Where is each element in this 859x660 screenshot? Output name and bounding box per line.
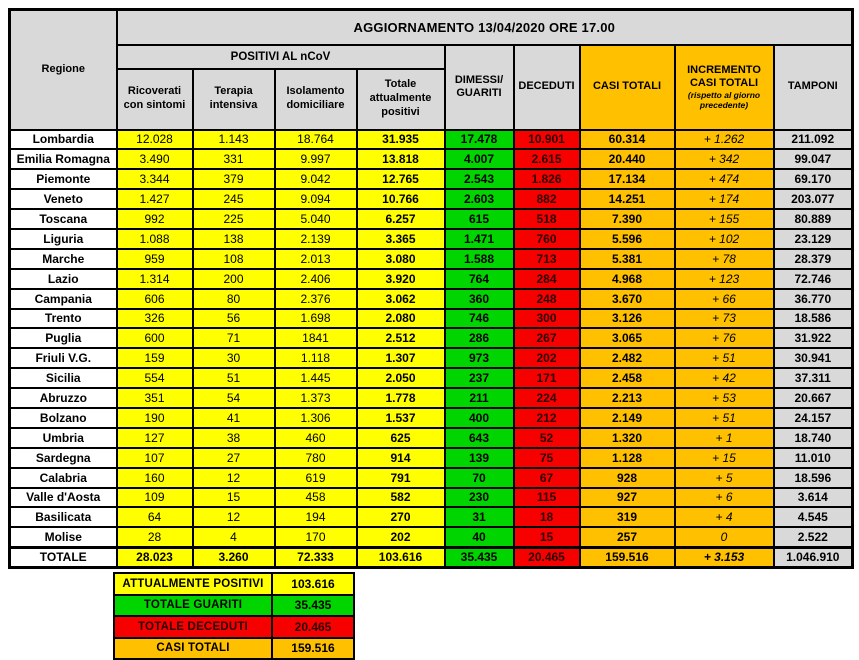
- table-body: [10, 130, 853, 548]
- cell-tamponi: 11.010: [774, 448, 853, 468]
- cell-ricoverati: 992: [117, 209, 193, 229]
- cell-casi-totali: 2.213: [580, 388, 675, 408]
- cell-tamponi: 37.311: [774, 368, 853, 388]
- cell-casi-totali: 5.381: [580, 249, 675, 269]
- cell-regione: Bolzano: [10, 408, 117, 428]
- cell-ricoverati: 554: [117, 368, 193, 388]
- cell-deceduti: 760: [514, 229, 580, 249]
- cell-totale-positivi: 625: [357, 428, 445, 448]
- cell-tamponi: 18.596: [774, 468, 853, 488]
- cell-totale-positivi: 13.818: [357, 149, 445, 169]
- table-row: [10, 149, 853, 169]
- cell-incremento: + 1: [675, 428, 774, 448]
- cell-guariti: 1.588: [445, 249, 514, 269]
- cell-guariti: 286: [445, 328, 514, 348]
- covid-regions-table: [8, 8, 854, 569]
- cell-tamponi: 24.157: [774, 408, 853, 428]
- cell-ricoverati: 64: [117, 507, 193, 527]
- cell-tamponi: 2.522: [774, 527, 853, 547]
- cell-regione: Piemonte: [10, 169, 117, 189]
- cell-terapia: 1.143: [193, 130, 275, 150]
- cell-incremento: + 123: [675, 269, 774, 289]
- cell-tamponi: 18.740: [774, 428, 853, 448]
- cell-guariti: 31: [445, 507, 514, 527]
- cell-tamponi: 80.889: [774, 209, 853, 229]
- summary-value: 35.435: [272, 595, 354, 617]
- cell-isolamento: 1.118: [275, 348, 357, 368]
- cell-casi-totali: 7.390: [580, 209, 675, 229]
- cell-ricoverati: 109: [117, 488, 193, 508]
- table-title: AGGIORNAMENTO 13/04/2020 ORE 17.00: [117, 10, 853, 45]
- cell-incremento: + 5: [675, 468, 774, 488]
- cell-tamponi: 28.379: [774, 249, 853, 269]
- cell-incremento: + 342: [675, 149, 774, 169]
- cell-isolamento: 2.376: [275, 289, 357, 309]
- cell-regione: Lazio: [10, 269, 117, 289]
- cell-deceduti: 202: [514, 348, 580, 368]
- cell-ricoverati: 1.314: [117, 269, 193, 289]
- cell-isolamento: 2.406: [275, 269, 357, 289]
- cell-isolamento: 2.139: [275, 229, 357, 249]
- cell-isolamento: 1.445: [275, 368, 357, 388]
- cell-guariti: 2.543: [445, 169, 514, 189]
- col-header-incremento: [675, 45, 774, 130]
- cell-ricoverati: 326: [117, 309, 193, 329]
- cell-tamponi: 69.170: [774, 169, 853, 189]
- cell-ricoverati: 28: [117, 527, 193, 547]
- cell-regione: Molise: [10, 527, 117, 547]
- col-header-dimessi-guariti: DIMESSI/ GUARITI: [445, 45, 514, 130]
- cell-ricoverati: 12.028: [117, 130, 193, 150]
- cell-incremento: + 51: [675, 408, 774, 428]
- cell-totale-casi: 159.516: [580, 547, 675, 567]
- table-row: [10, 249, 853, 269]
- table-row: [10, 527, 853, 547]
- cell-regione: Calabria: [10, 468, 117, 488]
- table-row: [10, 507, 853, 527]
- cell-guariti: 17.478: [445, 130, 514, 150]
- table-row: [10, 488, 853, 508]
- cell-deceduti: 300: [514, 309, 580, 329]
- cell-totale-positivi: 914: [357, 448, 445, 468]
- cell-regione: Trento: [10, 309, 117, 329]
- cell-ricoverati: 606: [117, 289, 193, 309]
- cell-casi-totali: 319: [580, 507, 675, 527]
- cell-regione: Marche: [10, 249, 117, 269]
- cell-tamponi: 4.545: [774, 507, 853, 527]
- cell-terapia: 379: [193, 169, 275, 189]
- cell-terapia: 200: [193, 269, 275, 289]
- cell-deceduti: 224: [514, 388, 580, 408]
- cell-incremento: + 66: [675, 289, 774, 309]
- cell-ricoverati: 127: [117, 428, 193, 448]
- summary-label: ATTUALMENTE POSITIVI: [114, 573, 272, 595]
- cell-totale-positivi: 1.307: [357, 348, 445, 368]
- cell-casi-totali: 2.149: [580, 408, 675, 428]
- cell-deceduti: 248: [514, 289, 580, 309]
- cell-terapia: 38: [193, 428, 275, 448]
- summary-value: 20.465: [272, 616, 354, 638]
- cell-casi-totali: 60.314: [580, 130, 675, 150]
- cell-guariti: 4.007: [445, 149, 514, 169]
- cell-regione: Sicilia: [10, 368, 117, 388]
- cell-totale-ricoverati: 28.023: [117, 547, 193, 567]
- cell-tamponi: 72.746: [774, 269, 853, 289]
- cell-deceduti: 284: [514, 269, 580, 289]
- cell-deceduti: 18: [514, 507, 580, 527]
- cell-guariti: 746: [445, 309, 514, 329]
- table-row: [10, 368, 853, 388]
- cell-incremento: + 15: [675, 448, 774, 468]
- col-header-tamponi: TAMPONI: [774, 45, 853, 130]
- table-row: [10, 209, 853, 229]
- table-row: [10, 328, 853, 348]
- cell-casi-totali: 1.320: [580, 428, 675, 448]
- cell-ricoverati: 1.427: [117, 189, 193, 209]
- cell-guariti: 643: [445, 428, 514, 448]
- cell-deceduti: 2.615: [514, 149, 580, 169]
- summary-row-totale-deceduti: [114, 616, 354, 638]
- table-row: [10, 309, 853, 329]
- cell-incremento: + 76: [675, 328, 774, 348]
- cell-isolamento: 1.698: [275, 309, 357, 329]
- cell-casi-totali: 928: [580, 468, 675, 488]
- cell-regione: Abruzzo: [10, 388, 117, 408]
- cell-totale-incremento: + 3.153: [675, 547, 774, 567]
- table-row: [10, 169, 853, 189]
- cell-casi-totali: 2.482: [580, 348, 675, 368]
- summary-table: [113, 572, 355, 660]
- cell-regione: Friuli V.G.: [10, 348, 117, 368]
- summary-value: 159.516: [272, 638, 354, 660]
- col-header-isolamento: Isolamento domiciliare: [275, 69, 357, 130]
- cell-regione: Lombardia: [10, 130, 117, 150]
- cell-ricoverati: 959: [117, 249, 193, 269]
- cell-tamponi: 3.614: [774, 488, 853, 508]
- cell-deceduti: 67: [514, 468, 580, 488]
- cell-totale-positivi: 12.765: [357, 169, 445, 189]
- cell-regione: Toscana: [10, 209, 117, 229]
- cell-deceduti: 75: [514, 448, 580, 468]
- table-row: [10, 269, 853, 289]
- cell-casi-totali: 3.065: [580, 328, 675, 348]
- cell-terapia: 225: [193, 209, 275, 229]
- cell-incremento: + 102: [675, 229, 774, 249]
- cell-guariti: 70: [445, 468, 514, 488]
- table-row: [10, 229, 853, 249]
- table-row: [10, 289, 853, 309]
- cell-guariti: 1.471: [445, 229, 514, 249]
- cell-incremento: + 42: [675, 368, 774, 388]
- cell-totale-positivi: 103.616: [357, 547, 445, 567]
- cell-terapia: 12: [193, 468, 275, 488]
- cell-ricoverati: 107: [117, 448, 193, 468]
- table-row: [10, 130, 853, 150]
- cell-terapia: 54: [193, 388, 275, 408]
- cell-ricoverati: 600: [117, 328, 193, 348]
- cell-isolamento: 18.764: [275, 130, 357, 150]
- cell-isolamento: 5.040: [275, 209, 357, 229]
- cell-incremento: + 474: [675, 169, 774, 189]
- cell-guariti: 139: [445, 448, 514, 468]
- cell-casi-totali: 257: [580, 527, 675, 547]
- cell-ricoverati: 3.490: [117, 149, 193, 169]
- cell-isolamento: 9.094: [275, 189, 357, 209]
- cell-regione: Liguria: [10, 229, 117, 249]
- summary-label: TOTALE GUARITI: [114, 595, 272, 617]
- cell-isolamento: 1.306: [275, 408, 357, 428]
- cell-totale-isolamento: 72.333: [275, 547, 357, 567]
- cell-terapia: 56: [193, 309, 275, 329]
- cell-totale-positivi: 31.935: [357, 130, 445, 150]
- cell-isolamento: 2.013: [275, 249, 357, 269]
- cell-casi-totali: 2.458: [580, 368, 675, 388]
- cell-incremento: + 1.262: [675, 130, 774, 150]
- col-group-positivi: POSITIVI AL nCoV: [117, 45, 445, 69]
- table-row: [10, 189, 853, 209]
- summary-row-attualmente-positivi: [114, 573, 354, 595]
- cell-terapia: 15: [193, 488, 275, 508]
- cell-incremento: + 6: [675, 488, 774, 508]
- cell-deceduti: 212: [514, 408, 580, 428]
- cell-guariti: 764: [445, 269, 514, 289]
- cell-totale-positivi: 270: [357, 507, 445, 527]
- summary-row-casi-totali: [114, 638, 354, 660]
- cell-tamponi: 99.047: [774, 149, 853, 169]
- cell-guariti: 211: [445, 388, 514, 408]
- cell-guariti: 973: [445, 348, 514, 368]
- cell-deceduti: 882: [514, 189, 580, 209]
- cell-terapia: 4: [193, 527, 275, 547]
- cell-terapia: 108: [193, 249, 275, 269]
- cell-deceduti: 171: [514, 368, 580, 388]
- cell-casi-totali: 20.440: [580, 149, 675, 169]
- cell-ricoverati: 190: [117, 408, 193, 428]
- table-row: [10, 388, 853, 408]
- cell-terapia: 138: [193, 229, 275, 249]
- cell-incremento: + 73: [675, 309, 774, 329]
- col-header-ricoverati: Ricoverati con sintomi: [117, 69, 193, 130]
- cell-regione: Puglia: [10, 328, 117, 348]
- cell-ricoverati: 160: [117, 468, 193, 488]
- cell-regione: Emilia Romagna: [10, 149, 117, 169]
- cell-terapia: 41: [193, 408, 275, 428]
- cell-terapia: 27: [193, 448, 275, 468]
- incremento-note: (rispetto al giorno precedente): [687, 89, 761, 110]
- cell-casi-totali: 3.126: [580, 309, 675, 329]
- cell-incremento: + 4: [675, 507, 774, 527]
- col-header-casi-totali: CASI TOTALI: [580, 45, 675, 130]
- cell-incremento: + 155: [675, 209, 774, 229]
- cell-totale-positivi: 2.080: [357, 309, 445, 329]
- cell-guariti: 230: [445, 488, 514, 508]
- cell-guariti: 2.603: [445, 189, 514, 209]
- cell-terapia: 51: [193, 368, 275, 388]
- table-row: [10, 448, 853, 468]
- summary-value: 103.616: [272, 573, 354, 595]
- cell-totale-positivi: 6.257: [357, 209, 445, 229]
- cell-totale-deceduti: 20.465: [514, 547, 580, 567]
- table-row: [10, 408, 853, 428]
- cell-tamponi: 23.129: [774, 229, 853, 249]
- table-row: [10, 468, 853, 488]
- cell-regione: Campania: [10, 289, 117, 309]
- cell-terapia: 245: [193, 189, 275, 209]
- cell-deceduti: 713: [514, 249, 580, 269]
- cell-casi-totali: 14.251: [580, 189, 675, 209]
- cell-casi-totali: 17.134: [580, 169, 675, 189]
- cell-totale-positivi: 2.512: [357, 328, 445, 348]
- cell-tamponi: 30.941: [774, 348, 853, 368]
- cell-regione: Veneto: [10, 189, 117, 209]
- col-header-totale-positivi: Totale attualmente positivi: [357, 69, 445, 130]
- cell-totale-tamponi: 1.046.910: [774, 547, 853, 567]
- cell-casi-totali: 3.670: [580, 289, 675, 309]
- cell-casi-totali: 1.128: [580, 448, 675, 468]
- cell-guariti: 400: [445, 408, 514, 428]
- cell-totale-positivi: 582: [357, 488, 445, 508]
- cell-terapia: 80: [193, 289, 275, 309]
- cell-isolamento: 460: [275, 428, 357, 448]
- cell-isolamento: 9.997: [275, 149, 357, 169]
- cell-isolamento: 619: [275, 468, 357, 488]
- cell-guariti: 615: [445, 209, 514, 229]
- cell-totale-positivi: 1.537: [357, 408, 445, 428]
- cell-casi-totali: 5.596: [580, 229, 675, 249]
- cell-totale-guariti: 35.435: [445, 547, 514, 567]
- table-row: [10, 348, 853, 368]
- cell-casi-totali: 927: [580, 488, 675, 508]
- cell-ricoverati: 3.344: [117, 169, 193, 189]
- cell-regione: Umbria: [10, 428, 117, 448]
- cell-tamponi: 36.770: [774, 289, 853, 309]
- totale-row: [10, 547, 853, 567]
- cell-tamponi: 203.077: [774, 189, 853, 209]
- cell-isolamento: 458: [275, 488, 357, 508]
- cell-regione: Valle d'Aosta: [10, 488, 117, 508]
- cell-incremento: 0: [675, 527, 774, 547]
- cell-incremento: + 53: [675, 388, 774, 408]
- cell-ricoverati: 351: [117, 388, 193, 408]
- cell-tamponi: 211.092: [774, 130, 853, 150]
- cell-totale-terapia: 3.260: [193, 547, 275, 567]
- cell-incremento: + 51: [675, 348, 774, 368]
- cell-terapia: 30: [193, 348, 275, 368]
- cell-incremento: + 174: [675, 189, 774, 209]
- cell-regione: Basilicata: [10, 507, 117, 527]
- cell-totale-positivi: 3.062: [357, 289, 445, 309]
- cell-totale-positivi: 202: [357, 527, 445, 547]
- cell-casi-totali: 4.968: [580, 269, 675, 289]
- cell-isolamento: 780: [275, 448, 357, 468]
- cell-guariti: 360: [445, 289, 514, 309]
- cell-terapia: 71: [193, 328, 275, 348]
- cell-terapia: 12: [193, 507, 275, 527]
- cell-isolamento: 9.042: [275, 169, 357, 189]
- cell-totale-label: TOTALE: [10, 547, 117, 567]
- cell-totale-positivi: 1.778: [357, 388, 445, 408]
- cell-tamponi: 31.922: [774, 328, 853, 348]
- cell-guariti: 237: [445, 368, 514, 388]
- cell-isolamento: 194: [275, 507, 357, 527]
- incremento-label: INCREMENTO CASI TOTALI: [687, 63, 761, 89]
- cell-totale-positivi: 3.365: [357, 229, 445, 249]
- cell-ricoverati: 1.088: [117, 229, 193, 249]
- cell-isolamento: 1.373: [275, 388, 357, 408]
- cell-totale-positivi: 3.920: [357, 269, 445, 289]
- cell-deceduti: 10.901: [514, 130, 580, 150]
- cell-deceduti: 15: [514, 527, 580, 547]
- cell-deceduti: 518: [514, 209, 580, 229]
- cell-totale-positivi: 3.080: [357, 249, 445, 269]
- cell-incremento: + 78: [675, 249, 774, 269]
- cell-ricoverati: 159: [117, 348, 193, 368]
- col-header-deceduti: DECEDUTI: [514, 45, 580, 130]
- cell-isolamento: 170: [275, 527, 357, 547]
- summary-label: CASI TOTALI: [114, 638, 272, 660]
- cell-terapia: 331: [193, 149, 275, 169]
- cell-tamponi: 18.586: [774, 309, 853, 329]
- table-row: [10, 428, 853, 448]
- cell-isolamento: 1841: [275, 328, 357, 348]
- cell-totale-positivi: 791: [357, 468, 445, 488]
- col-header-terapia-intensiva: Terapia intensiva: [193, 69, 275, 130]
- cell-deceduti: 52: [514, 428, 580, 448]
- col-header-regione: Regione: [10, 10, 117, 130]
- cell-totale-positivi: 2.050: [357, 368, 445, 388]
- cell-guariti: 40: [445, 527, 514, 547]
- summary-label: TOTALE DECEDUTI: [114, 616, 272, 638]
- cell-deceduti: 1.826: [514, 169, 580, 189]
- cell-deceduti: 115: [514, 488, 580, 508]
- cell-regione: Sardegna: [10, 448, 117, 468]
- cell-totale-positivi: 10.766: [357, 189, 445, 209]
- summary-row-totale-guariti: [114, 595, 354, 617]
- cell-deceduti: 267: [514, 328, 580, 348]
- cell-tamponi: 20.667: [774, 388, 853, 408]
